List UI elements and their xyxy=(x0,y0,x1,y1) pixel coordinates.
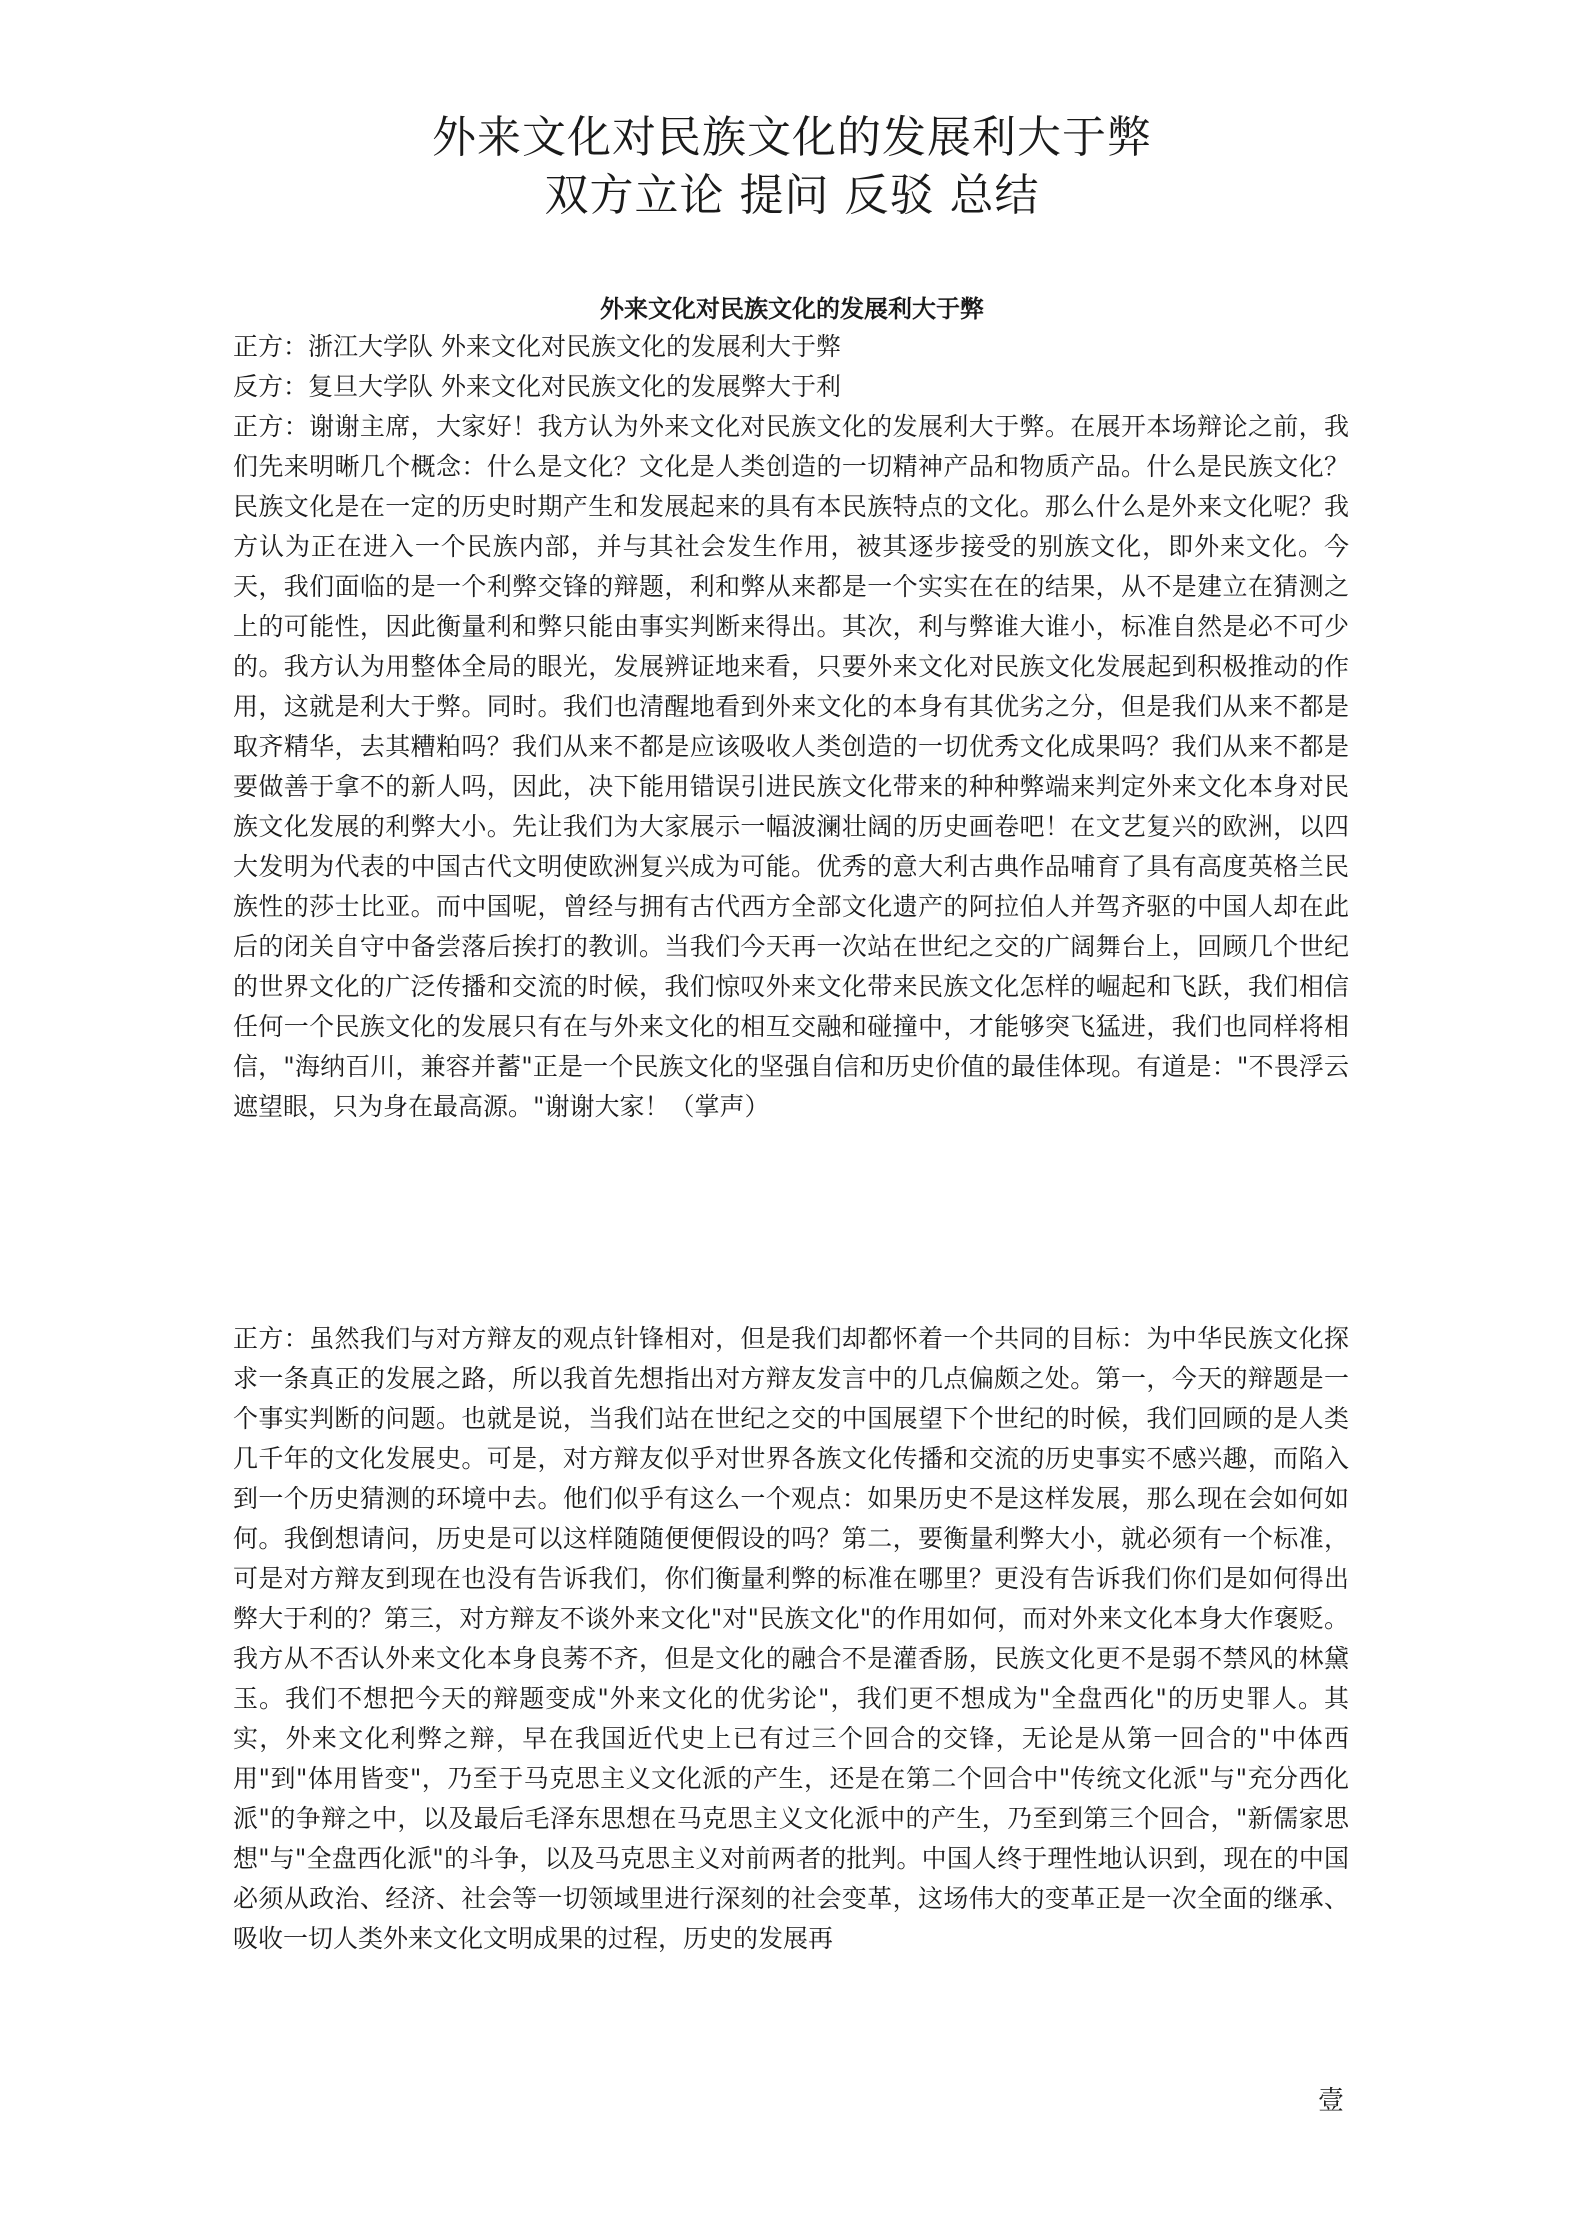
rebuttal-statement-paragraph: 正方：虽然我们与对方辩友的观点针锋相对，但是我们却都怀着一个共同的目标：为中华民族文化探求一条真正的发展之路，所以我首先想指出对方辩友发言中的几点偏颇之处。第一，今天的辩题是一个事实判断的问题。也就是说，当我们站在世纪之交的中国展望下个世纪的时候，我们回顾的是人类几千年的文化发展史。可是，对方辩友似乎对世界各族文化传播和交流的历史事实不感兴趣，而陷入到一个历史猜测的环境中去。他们似乎有这么一个观点：如果历史不是这样发展，那么现在会如何如何。我倒想请问，历史是可以这样随随便便假设的吗？第二，要衡量利弊大小，就必须有一个标准，可是对方辩友到现在也没有告诉我们，你们衡量利弊的标准在哪里？更没有告诉我们你们是如何得出弊大于利的？第三，对方辩友不谈外来文化"对"民族文化"的作用如何，而对外来文化本身大作褒贬。我方从不否认外来文化本身良莠不齐，但是文化的融合不是灌香肠，民族文化更不是弱不禁风的林黛玉。我们不想把今天的辩题变成"外来文化的优劣论"，我们更不想成为"全盘西化"的历史罪人。其实，外来文化利弊之辩，早在我国近代史上已有过三个回合的交锋，无论是从第一回合的"中体西用"到"体用皆变"，乃至于马克思主义文化派的产生，还是在第二个回合中"传统文化派"与"充分西化派"的争辩之中，以及最后毛泽东思想在马克思主义文化派中的产生，乃至到第三个回合，"新儒家思想"与"全盘西化派"的斗争，以及马克思主义对前两者的批判。中国人终于理性地认识到，现在的中国必须从政治、经济、社会等一切领域里进行深刻的社会变革，这场伟大的变革正是一次全面的继承、吸收一切人类外来文化文明成果的过程，历史的发展再 xyxy=(233,1324,1349,1953)
page-number: 壹 xyxy=(1317,2086,1344,2116)
opening-statement-paragraph: 正方：谢谢主席，大家好！我方认为外来文化对民族文化的发展利大于弊。在展开本场辩论之前，我们先来明晰几个概念：什么是文化？文化是人类创造的一切精神产品和物质产品。什么是民族文化？民族文化是在一定的历史时期产生和发展起来的具有本民族特点的文化。那么什么是外来文化呢？我方认为正在进入一个民族内部，并与其社会发生作用，被其逐步接受的别族文化，即外来文化。今天，我们面临的是一个利弊交锋的辩题，利和弊从来都是一个实实在在的结果，从不是建立在猜测之上的可能性，因此衡量利和弊只能由事实判断来得出。其次，利与弊谁大谁小，标准自然是必不可少的。我方认为用整体全局的眼光，发展辨证地来看，只要外来文化对民族文化发展起到积极推动的作用，这就是利大于弊。同时。我们也清醒地看到外来文化的本身有其优劣之分，但是我们从来不都是取齐精华，去其糟粕吗？我们从来不都是应该吸收人类创造的一切优秀文化成果吗？我们从来不都是要做善于拿不的新人吗，因此，决下能用错误引进民族文化带来的种种弊端来判定外来文化本身对民族文化发展的利弊大小。先让我们为大家展示一幅波澜壮阔的历史画卷吧！在文艺复兴的欧洲，以四大发明为代表的中国古代文明使欧洲复兴成为可能。优秀的意大利古典作品哺育了具有高度英格兰民族性的莎士比亚。而中国呢，曾经与拥有古代西方全部文化遗产的阿拉伯人并驾齐驱的中国人却在此后的闭关自守中备尝落后挨打的教训。当我们今天再一次站在世纪之交的广阔舞台上，回顾几个世纪的世界文化的广泛传播和交流的时候，我们惊叹外来文化带来民族文化怎样的崛起和飞跃，我们相信任何一个民族文化的发展只有在与外来文化的相互交融和碰撞中，才能够突飞猛进，我们也同样将相信，"海纳百川，兼容并蓄"正是一个民族文化的坚强自信和历史价值的最佳体现。有道是："不畏浮云遮望眼，只为身在最高源。"谢谢大家！（掌声） xyxy=(233,412,1349,1121)
debate-rebuttal-section xyxy=(233,1319,1349,1959)
debate-opening-section xyxy=(233,327,1349,1127)
document-title-line-2: 双方立论 提问 反驳 总结 xyxy=(544,170,1040,221)
document-title-line-1: 外来文化对民族文化的发展利大于弊 xyxy=(432,112,1152,163)
section-heading: 外来文化对民族文化的发展利大于弊 xyxy=(600,294,984,323)
con-team-line: 反方：复旦大学队 外来文化对民族文化的发展弊大于利 xyxy=(233,372,841,401)
pro-team-line: 正方：浙江大学队 外来文化对民族文化的发展利大于弊 xyxy=(233,332,841,361)
